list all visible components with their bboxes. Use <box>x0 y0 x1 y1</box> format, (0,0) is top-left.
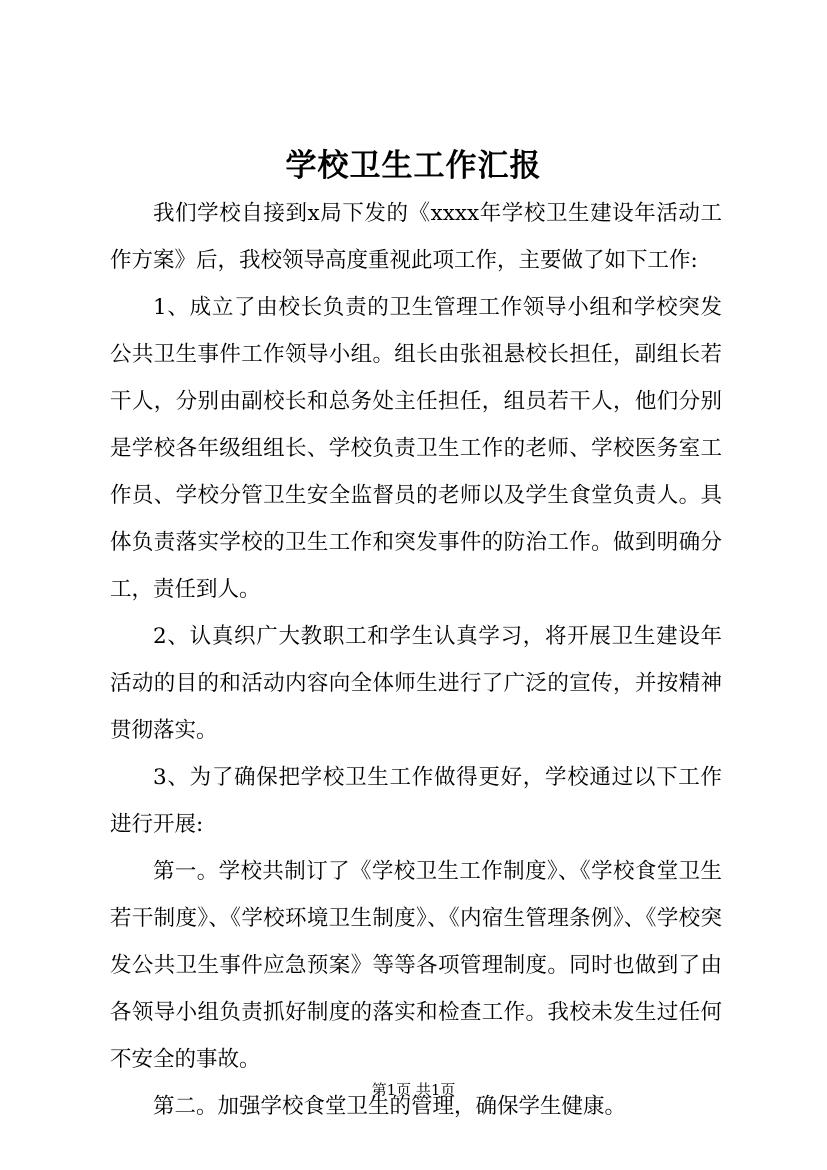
paragraph: 2、认真织广大教职工和学生认真学习，将开展卫生建设年活动的目的和活动内容向全体师生进行了广泛的宣传，并按精神贯彻落实。 <box>110 624 722 743</box>
document-body <box>110 190 722 1130</box>
page-footer: 第1页 共1页 <box>371 1081 456 1099</box>
paragraph: 1、成立了由校长负责的卫生管理工作领导小组和学校突发公共卫生事件工作领导小组。组长由张祖悬校长担任，副组长若干人，分别由副校长和总务处主任担任，组员若干人，他们分别是学校各年级组组长、学校负责卫生工作的老师、学校医务室工作员、学校分管卫生安全监督员的老师以及学生食堂负责人。具体负责落实学校的卫生工作和突发事件的防治工作。做到明确分工，责任到人。 <box>110 295 722 602</box>
paragraph: 3、为了确保把学校卫生工作做得更好，学校通过以下工作进行开展: <box>110 765 722 837</box>
document-title: 学校卫生工作汇报 <box>285 148 542 184</box>
paragraph: 第一。学校共制订了《学校卫生工作制度》、《学校食堂卫生若干制度》、《学校环境卫生制度》、《内宿生管理条例》、《学校突发公共卫生事件应急预案》等等各项管理制度。同时也做到了由各领导小组负责抓好制度的落实和检查工作。我校未发生过任何不安全的事故。 <box>110 859 722 1072</box>
paragraph: 我们学校自接到x局下发的《xxxx年学校卫生建设年活动工作方案》后，我校领导高度重视此项工作，主要做了如下工作: <box>110 201 722 273</box>
paragraph: 第二。加强学校食堂卫生的管理，确保学生健康。 <box>153 1094 627 1119</box>
